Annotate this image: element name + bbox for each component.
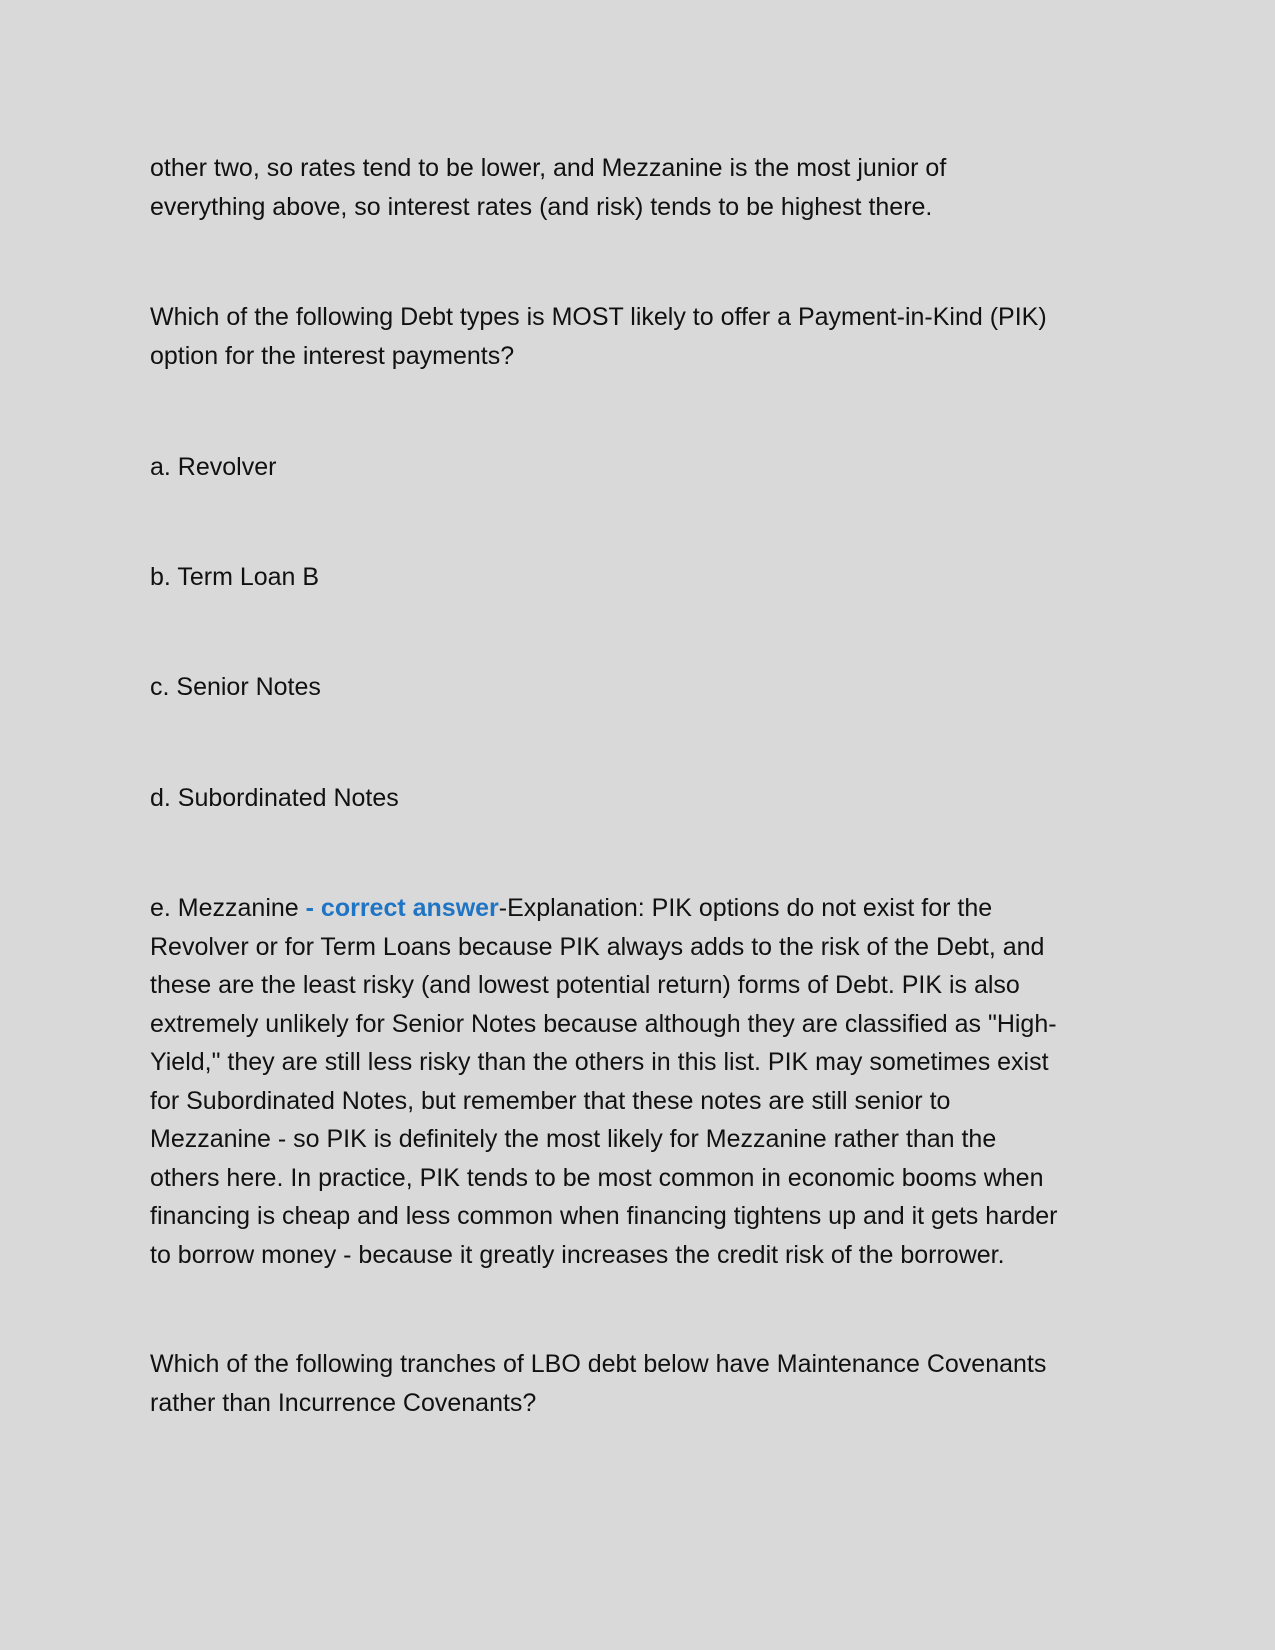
- option-d: [150, 779, 1130, 818]
- correct-answer-marker: - correct answer: [305, 894, 499, 922]
- option-d-label: d. Subordinated Notes: [150, 784, 399, 812]
- explanation-line-2: Revolver or for Term Loans because PIK always adds to the risk of the Debt, and: [150, 932, 1045, 961]
- explanation-line-9: financing is cheap and less common when financing tightens up and it gets harder: [150, 1202, 1058, 1230]
- option-a: [150, 448, 1130, 487]
- explanation-line-5: Yield," they are still less risky than the others in this list. PIK may sometimes exist: [150, 1048, 1049, 1076]
- question-2: [150, 1345, 1130, 1422]
- explanation-line-4: extremely unlikely for Senior Notes because although they are classified as "High-: [150, 1009, 1057, 1038]
- option-b: [150, 558, 1130, 597]
- explanation-line-10: to borrow money - because it greatly increases the credit risk of the borrower.: [150, 1240, 1005, 1269]
- option-e: [150, 889, 1130, 1274]
- question-1-line-2: option for the interest payments?: [150, 341, 515, 370]
- explanation-line-3: these are the least risky (and lowest potential return) forms of Debt. PIK is also: [150, 971, 1020, 999]
- option-e-line-1: [150, 889, 1130, 928]
- question-1-line-1: Which of the following Debt types is MOST likely to offer a Payment-in-Kind (PIK): [150, 303, 1047, 331]
- explanation-line-6: for Subordinated Notes, but remember that these notes are still senior to: [150, 1086, 951, 1115]
- intro-line-1: other two, so rates tend to be lower, and Mezzanine is the most junior of: [150, 154, 947, 182]
- option-a-label: a. Revolver: [150, 453, 277, 481]
- question-2-line-1: Which of the following tranches of LBO debt below have Maintenance Covenants: [150, 1350, 1047, 1378]
- question-2-line-2: rather than Incurrence Covenants?: [150, 1388, 537, 1417]
- intro-paragraph: [150, 149, 1130, 226]
- intro-line-2: everything above, so interest rates (and risk) tends to be highest there.: [150, 192, 933, 221]
- question-1: [150, 298, 1130, 375]
- explanation-line-7: Mezzanine - so PIK is definitely the most likely for Mezzanine rather than the: [150, 1125, 997, 1153]
- option-b-label: b. Term Loan B: [150, 563, 320, 591]
- option-e-label: e. Mezzanine: [150, 894, 306, 922]
- explanation-line-1: -Explanation: PIK options do not exist for the: [498, 894, 993, 922]
- explanation-line-8: others here. In practice, PIK tends to be most common in economic booms when: [150, 1163, 1044, 1192]
- option-c: [150, 668, 1130, 707]
- option-c-label: c. Senior Notes: [150, 673, 321, 701]
